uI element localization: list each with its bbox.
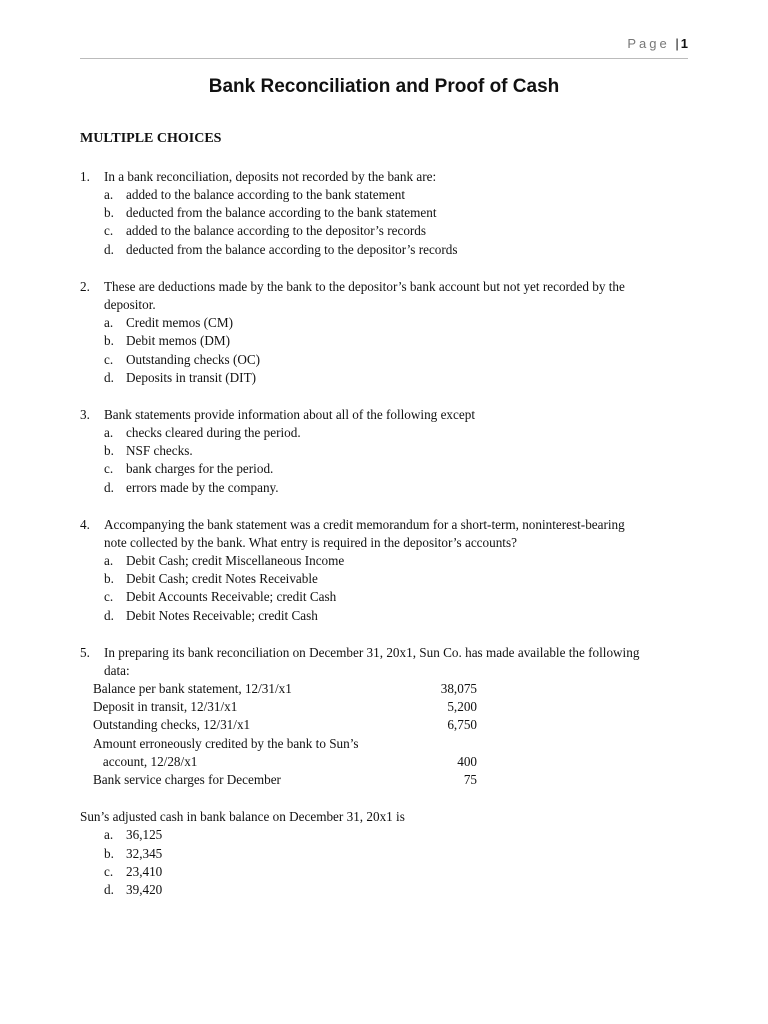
q2-option-c-letter: c. bbox=[104, 352, 114, 367]
question-3-number: 3. bbox=[80, 407, 90, 422]
q1-option-a-letter: a. bbox=[104, 187, 114, 202]
q3-option-a: checks cleared during the period. bbox=[126, 425, 301, 440]
q3-option-d: errors made by the company. bbox=[126, 480, 279, 495]
q1-option-a: added to the balance according to the bank statement bbox=[126, 187, 406, 202]
q5-option-a: 36,125 bbox=[126, 827, 163, 842]
q5-option-b-letter: b. bbox=[104, 846, 114, 861]
data-row-label: Balance per bank statement, 12/31/x1 bbox=[93, 681, 292, 696]
q2-option-b-letter: b. bbox=[104, 333, 114, 348]
q1-option-c-letter: c. bbox=[104, 223, 114, 238]
q5-option-d-letter: d. bbox=[104, 882, 114, 897]
q5-option-c: 23,410 bbox=[126, 864, 163, 879]
q4-option-d: Debit Notes Receivable; credit Cash bbox=[126, 608, 318, 623]
data-row-value: 6,750 bbox=[447, 717, 477, 732]
document-title: Bank Reconciliation and Proof of Cash bbox=[208, 76, 560, 97]
question-4-number: 4. bbox=[80, 517, 90, 532]
q2-option-a: Credit memos (CM) bbox=[126, 315, 233, 330]
question-2-text-line1: These are deductions made by the bank to the depositor’s bank account but not yet recorded by the bbox=[104, 279, 625, 294]
q1-option-b: deducted from the balance according to the bank statement bbox=[126, 205, 437, 220]
q4-option-a-letter: a. bbox=[104, 553, 114, 568]
q1-option-d: deducted from the balance according to the depositor’s records bbox=[126, 242, 458, 257]
q3-option-c-letter: c. bbox=[104, 461, 114, 476]
question-5-prompt: Sun’s adjusted cash in bank balance on December 31, 20x1 is bbox=[80, 809, 405, 824]
q4-option-b: Debit Cash; credit Notes Receivable bbox=[126, 571, 318, 586]
q3-option-b: NSF checks. bbox=[126, 443, 193, 458]
q4-option-b-letter: b. bbox=[104, 571, 114, 586]
q4-option-d-letter: d. bbox=[104, 608, 114, 623]
question-5-text-line1: In preparing its bank reconciliation on December 31, 20x1, Sun Co. has made available the following bbox=[104, 645, 640, 660]
q2-option-c: Outstanding checks (OC) bbox=[126, 352, 261, 367]
q1-option-d-letter: d. bbox=[104, 242, 114, 257]
data-row-value: 5,200 bbox=[447, 699, 477, 714]
q5-option-d: 39,420 bbox=[126, 882, 163, 897]
q3-option-c: bank charges for the period. bbox=[126, 461, 274, 476]
header-rule bbox=[80, 58, 688, 59]
data-row-label: account, 12/28/x1 bbox=[93, 754, 198, 769]
question-1-text: In a bank reconciliation, deposits not recorded by the bank are: bbox=[104, 169, 437, 184]
q5-option-c-letter: c. bbox=[104, 864, 114, 879]
q4-option-c: Debit Accounts Receivable; credit Cash bbox=[126, 589, 337, 604]
data-row-label: Bank service charges for December bbox=[93, 772, 281, 787]
data-row-value: 38,075 bbox=[440, 681, 477, 696]
q5-option-b: 32,345 bbox=[126, 846, 163, 861]
q1-option-b-letter: b. bbox=[104, 205, 114, 220]
q4-option-a: Debit Cash; credit Miscellaneous Income bbox=[126, 553, 345, 568]
question-4-text-line2: note collected by the bank. What entry is required in the depositor’s accounts? bbox=[104, 535, 517, 550]
data-row-label: Amount erroneously credited by the bank to Sun’s bbox=[93, 736, 359, 751]
page-label: Page bbox=[627, 36, 670, 51]
page-header bbox=[627, 36, 688, 51]
question-2-text-line2: depositor. bbox=[104, 297, 156, 312]
q1-option-c: added to the balance according to the depositor’s records bbox=[126, 223, 427, 238]
q2-option-b: Debit memos (DM) bbox=[126, 333, 231, 348]
question-4-text-line1: Accompanying the bank statement was a credit memorandum for a short-term, noninterest-bearing bbox=[104, 517, 625, 532]
q5-option-a-letter: a. bbox=[104, 827, 114, 842]
q3-option-d-letter: d. bbox=[104, 480, 114, 495]
question-2-number: 2. bbox=[80, 279, 90, 294]
page-number: 1 bbox=[680, 36, 688, 51]
question-5-number: 5. bbox=[80, 645, 90, 660]
q2-option-a-letter: a. bbox=[104, 315, 114, 330]
section-heading: MULTIPLE CHOICES bbox=[80, 131, 222, 146]
page-separator: | bbox=[675, 36, 679, 51]
q2-option-d: Deposits in transit (DIT) bbox=[126, 370, 257, 385]
q3-option-a-letter: a. bbox=[104, 425, 114, 440]
question-1-number: 1. bbox=[80, 169, 90, 184]
data-row-value: 400 bbox=[457, 754, 477, 769]
question-5-text-line2: data: bbox=[104, 663, 130, 678]
data-row-label: Deposit in transit, 12/31/x1 bbox=[93, 699, 238, 714]
q3-option-b-letter: b. bbox=[104, 443, 114, 458]
data-row-value: 75 bbox=[463, 772, 477, 787]
q4-option-c-letter: c. bbox=[104, 589, 114, 604]
q2-option-d-letter: d. bbox=[104, 370, 114, 385]
question-3-text: Bank statements provide information about all of the following except bbox=[104, 407, 475, 422]
data-row-label: Outstanding checks, 12/31/x1 bbox=[93, 717, 251, 732]
